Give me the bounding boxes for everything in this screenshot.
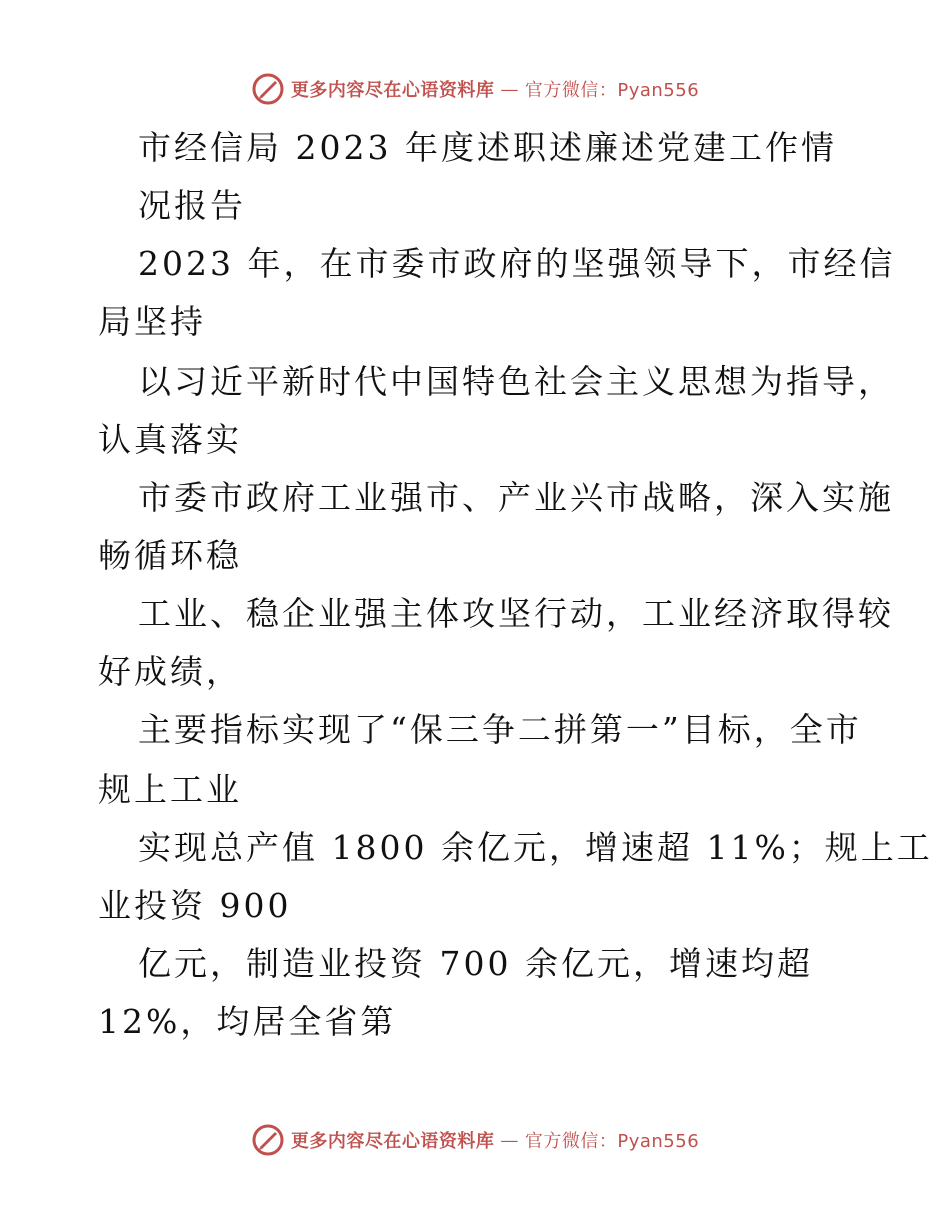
paragraph-line: 2023 年，在市委市政府的坚强领导下，市经信 — [138, 244, 896, 283]
paragraph-line: 亿元，制造业投资 700 余亿元，增速均超 — [138, 944, 813, 983]
header-watermark — [0, 72, 950, 106]
paragraph-line: 工业、稳企业强主体攻坚行动，工业经济取得较 — [138, 594, 894, 633]
paragraph-line: 畅循环稳 — [98, 536, 242, 575]
watermark-brand: 更多内容尽在心语资料库 — [290, 1131, 495, 1152]
watermark-brand: 更多内容尽在心语资料库 — [290, 80, 495, 101]
quill-seal-icon — [251, 1123, 285, 1157]
paragraph-line: 认真落实 — [98, 420, 242, 459]
quill-seal-icon — [251, 72, 285, 106]
paragraph-line: 局坚持 — [98, 302, 206, 341]
watermark-contact: 官方微信：Pyan556 — [524, 80, 700, 101]
title-line-1: 市经信局 2023 年度述职述廉述党建工作情 — [138, 128, 837, 167]
paragraph-line: 12%，均居全省第 — [98, 1002, 397, 1041]
watermark-dash: — — [500, 78, 519, 100]
paragraph-line: 实现总产值 1800 余亿元，增速超 11%；规上工 — [138, 828, 933, 867]
paragraph-line: 好成绩， — [98, 652, 242, 691]
paragraph-line: 业投资 900 — [98, 886, 292, 925]
watermark-dash: — — [500, 1129, 519, 1151]
paragraph-line: 主要指标实现了“保三争二拼第一”目标，全市 — [138, 710, 862, 749]
watermark-contact: 官方微信：Pyan556 — [524, 1131, 700, 1152]
footer-watermark — [0, 1123, 950, 1157]
paragraph-line: 以习近平新时代中国特色社会主义思想为指导， — [138, 362, 894, 401]
title-line-2: 况报告 — [138, 186, 246, 225]
paragraph-line: 市委市政府工业强市、产业兴市战略，深入实施 — [138, 478, 894, 517]
paragraph-line: 规上工业 — [98, 770, 242, 809]
